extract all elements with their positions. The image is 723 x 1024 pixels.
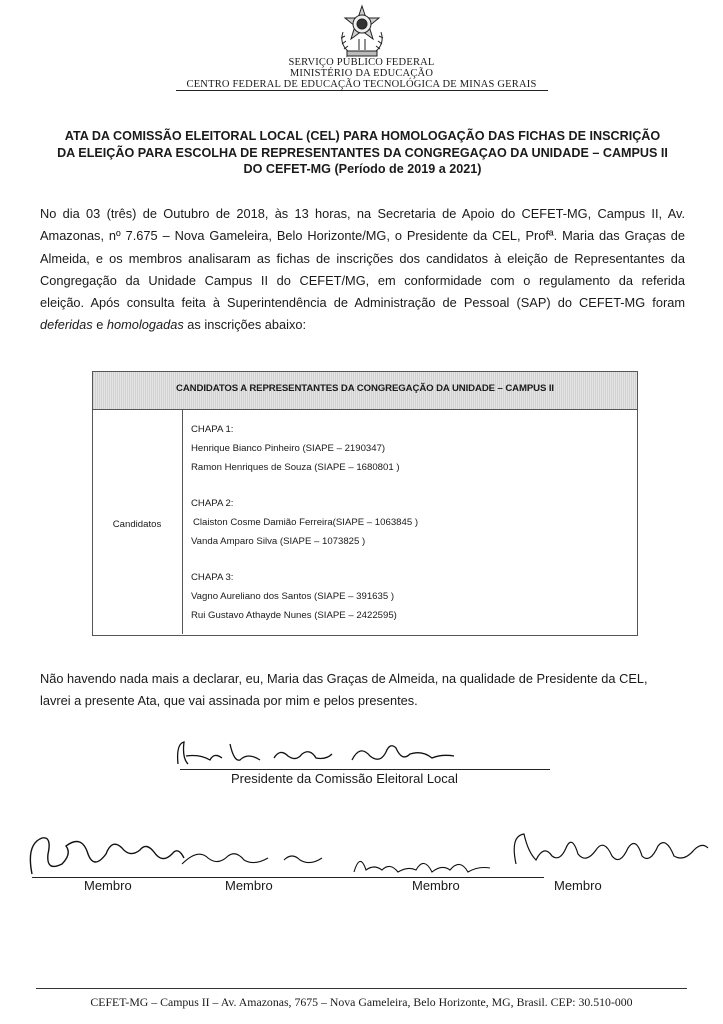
body-paragraph — [40, 203, 685, 337]
chapa-3-title: CHAPA 3: — [191, 572, 234, 583]
chapa-1-member-2: Ramon Henriques de Souza (SIAPE – 1680801 ) — [191, 462, 400, 473]
title-line-3: DO CEFET-MG (Período de 2019 a 2021) — [243, 162, 482, 176]
table-column-divider — [182, 410, 183, 634]
chapa-3-member-2: Rui Gustavo Athayde Nunes (SIAPE – 2422595) — [191, 610, 397, 621]
table-header-label: CANDIDATOS A REPRESENTANTES DA CONGREGAÇÃO DA UNIDADE – CAMPUS II — [176, 383, 554, 394]
body-line-6 — [40, 314, 685, 336]
chapa-2-member-1: Claiston Cosme Damião Ferreira(SIAPE – 1063845 ) — [193, 517, 419, 528]
member-label-1: Membro — [84, 878, 132, 893]
title-line-1: ATA DA COMISSÃO ELEITORAL LOCAL (CEL) PARA HOMOLOGAÇÃO DAS FICHAS DE INSCRIÇÃO — [64, 129, 661, 143]
chapa-1-member-1: Henrique Bianco Pinheiro (SIAPE – 2190347) — [191, 443, 386, 454]
brazil-coat-of-arms-icon — [337, 4, 387, 60]
closing-line-1: Não havendo nada mais a declarar, eu, Maria das Graças de Almeida, na qualidade de Presidente da CEL, — [40, 671, 648, 686]
body-line-2: Amazonas, nº 7.675 – Nova Gameleira, Belo Horizonte/MG, o Presidente da CEL, Profª. Maria das Graças de — [40, 228, 685, 244]
candidates-table — [92, 371, 638, 636]
chapa-3-member-1: Vagno Aureliano dos Santos (SIAPE – 391635 ) — [191, 591, 395, 602]
candidates-row-label: Candidatos — [112, 519, 162, 530]
homologadas-word: homologadas — [106, 317, 184, 333]
body-line-1: No dia 03 (três) de Outubro de 2018, às 13 horas, na Secretaria de Apoio do CEFET-MG, Campus II, Av. — [40, 206, 685, 221]
president-signature — [170, 734, 470, 774]
deferidas-word: deferidas — [40, 317, 93, 333]
header-divider — [176, 90, 548, 91]
member-signature-1 — [22, 824, 352, 884]
member-signature-2 — [350, 846, 500, 880]
chapa-1-title: CHAPA 1: — [191, 424, 234, 435]
body-line-6-end: as inscrições abaixo: — [183, 317, 307, 333]
footer-address: CEFET-MG – Campus II – Av. Amazonas, 7675 – Nova Gameleira, Belo Horizonte, MG, Brasil. CEP: 30.510-000 — [90, 995, 633, 1009]
body-line-3: Almeida, e os membros analisaram as fichas de inscrições dos candidatos à eleição de Representantes da — [40, 250, 685, 266]
member-signature-3 — [508, 826, 713, 872]
chapa-2-member-2: Vanda Amparo Silva (SIAPE – 1073825 ) — [191, 536, 366, 547]
body-line-5: eleição. Após consulta feita à Superintendência de Administração de Pessoal (SAP) do CEFET-MG foram — [40, 295, 685, 311]
chapa-2-title: CHAPA 2: — [191, 498, 234, 509]
title-line-2: DA ELEIÇÃO PARA ESCOLHA DE REPRESENTANTES DA CONGREGAÇAO DA UNIDADE – CAMPUS II — [57, 145, 668, 160]
header-line-2: MINISTÉRIO DA EDUCAÇÃO — [289, 68, 434, 79]
header-line-1: SERVIÇO PÚBLICO FEDERAL — [288, 57, 435, 68]
president-signature-line — [180, 769, 550, 770]
member-label-4: Membro — [554, 878, 602, 893]
closing-line-2: lavrei a presente Ata, que vai assinada por mim e pelos presentes. — [40, 693, 418, 709]
body-line-4: Congregação da Unidade Campus II do CEFET/MG, em conformidade com o regulamento da referida — [40, 272, 685, 288]
body-line-6-mid: e — [92, 317, 107, 333]
table-header — [93, 372, 637, 410]
document-title — [40, 128, 685, 178]
member-label-3: Membro — [412, 878, 460, 893]
member-label-2: Membro — [225, 878, 273, 893]
closing-paragraph — [40, 668, 685, 713]
president-label: Presidente da Comissão Eleitoral Local — [231, 771, 458, 786]
footer-divider — [36, 988, 687, 989]
header-line-3: CENTRO FEDERAL DE EDUCAÇÃO TECNOLÓGICA DE MINAS GERAIS — [186, 79, 537, 90]
